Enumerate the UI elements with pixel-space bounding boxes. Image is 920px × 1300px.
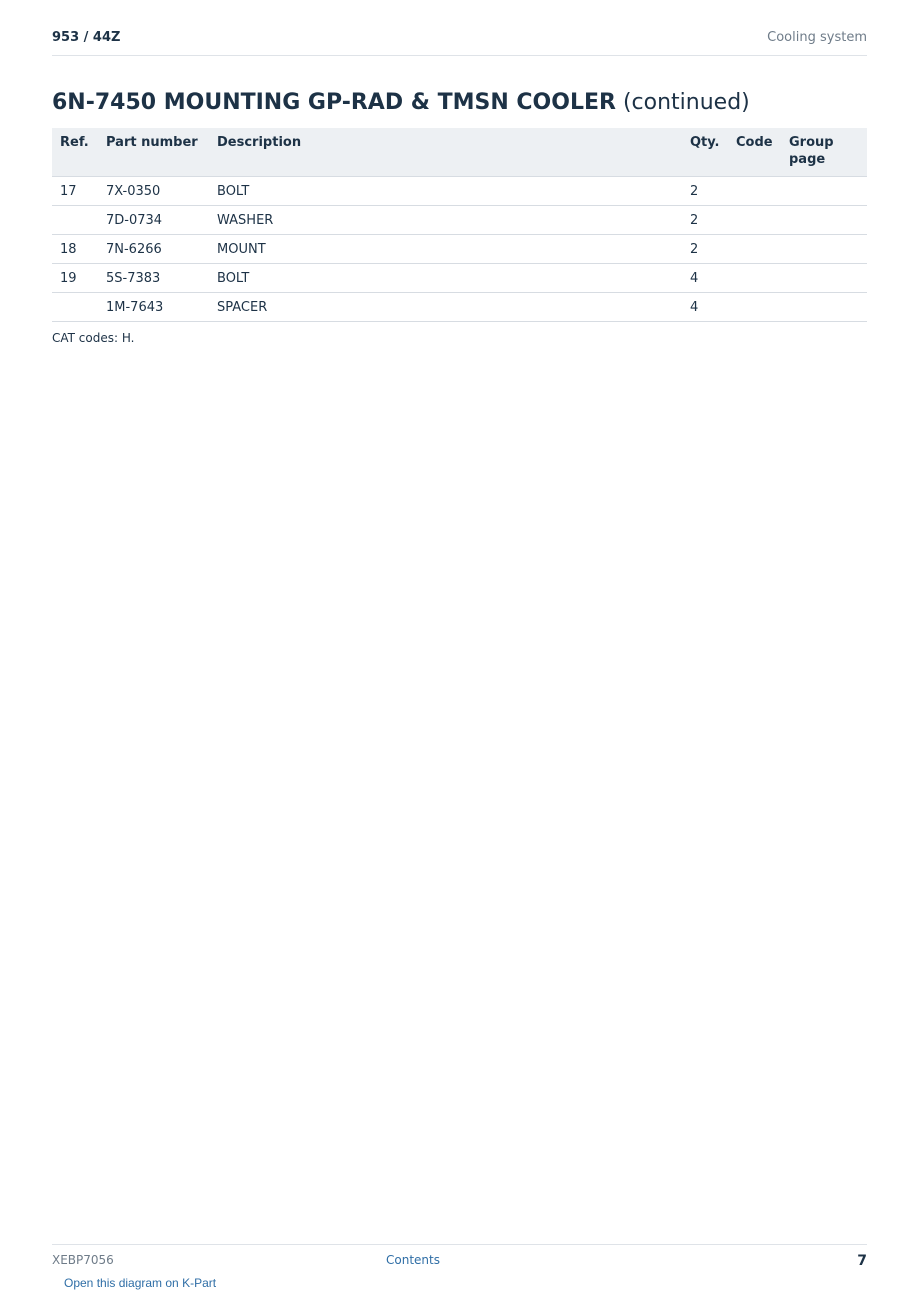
page-title xyxy=(52,88,750,118)
cell-ref: 18 xyxy=(52,235,98,264)
cat-codes-note: CAT codes: H. xyxy=(52,331,135,345)
table-row xyxy=(52,264,867,293)
cell-code xyxy=(728,264,781,293)
page-header xyxy=(52,28,867,56)
cell-qty: 4 xyxy=(682,264,728,293)
cell-group-page xyxy=(781,293,867,322)
page-footer xyxy=(52,1244,867,1275)
title-main: 6N-7450 MOUNTING GP-RAD & TMSN COOLER xyxy=(52,90,616,115)
table-row xyxy=(52,177,867,206)
header-group-page: Group page xyxy=(781,128,867,177)
header-ref: Ref. xyxy=(52,128,98,177)
open-kpart-link[interactable]: Open this diagram on K-Part xyxy=(64,1276,217,1290)
cell-qty: 2 xyxy=(682,177,728,206)
cell-code xyxy=(728,235,781,264)
cell-group-page xyxy=(781,177,867,206)
header-qty-label: Qty. xyxy=(690,135,720,150)
table-row xyxy=(52,206,867,235)
page-number: 7 xyxy=(857,1253,867,1269)
header-part-number: Part number xyxy=(98,128,209,177)
cell-part-number: 7N-6266 xyxy=(98,235,209,264)
cell-qty: 2 xyxy=(682,235,728,264)
header-code: Code xyxy=(728,128,781,177)
cell-description: SPACER xyxy=(209,293,682,322)
cell-code xyxy=(728,177,781,206)
contents-link[interactable]: Contents xyxy=(386,1253,440,1267)
model-label: 953 / 44Z xyxy=(52,30,121,45)
table-row xyxy=(52,293,867,322)
cell-group-page xyxy=(781,264,867,293)
parts-table xyxy=(52,128,867,322)
cell-ref xyxy=(52,206,98,235)
cell-part-number: 5S-7383 xyxy=(98,264,209,293)
cell-code xyxy=(728,293,781,322)
table-row xyxy=(52,235,867,264)
cell-code xyxy=(728,206,781,235)
cell-description: WASHER xyxy=(209,206,682,235)
cell-qty: 4 xyxy=(682,293,728,322)
cell-group-page xyxy=(781,235,867,264)
table-header-row xyxy=(52,128,867,177)
cell-description: BOLT xyxy=(209,177,682,206)
cell-part-number: 1M-7643 xyxy=(98,293,209,322)
cell-qty: 2 xyxy=(682,206,728,235)
title-suffix: (continued) xyxy=(615,90,750,115)
cell-part-number: 7D-0734 xyxy=(98,206,209,235)
cell-description: MOUNT xyxy=(209,235,682,264)
header-qty xyxy=(682,128,728,177)
cell-ref: 17 xyxy=(52,177,98,206)
cell-description: BOLT xyxy=(209,264,682,293)
cell-ref: 19 xyxy=(52,264,98,293)
header-description: Description xyxy=(209,128,682,177)
cell-ref xyxy=(52,293,98,322)
section-label: Cooling system xyxy=(767,30,867,45)
cell-part-number: 7X-0350 xyxy=(98,177,209,206)
document-id: XEBP7056 xyxy=(52,1253,114,1267)
cell-group-page xyxy=(781,206,867,235)
